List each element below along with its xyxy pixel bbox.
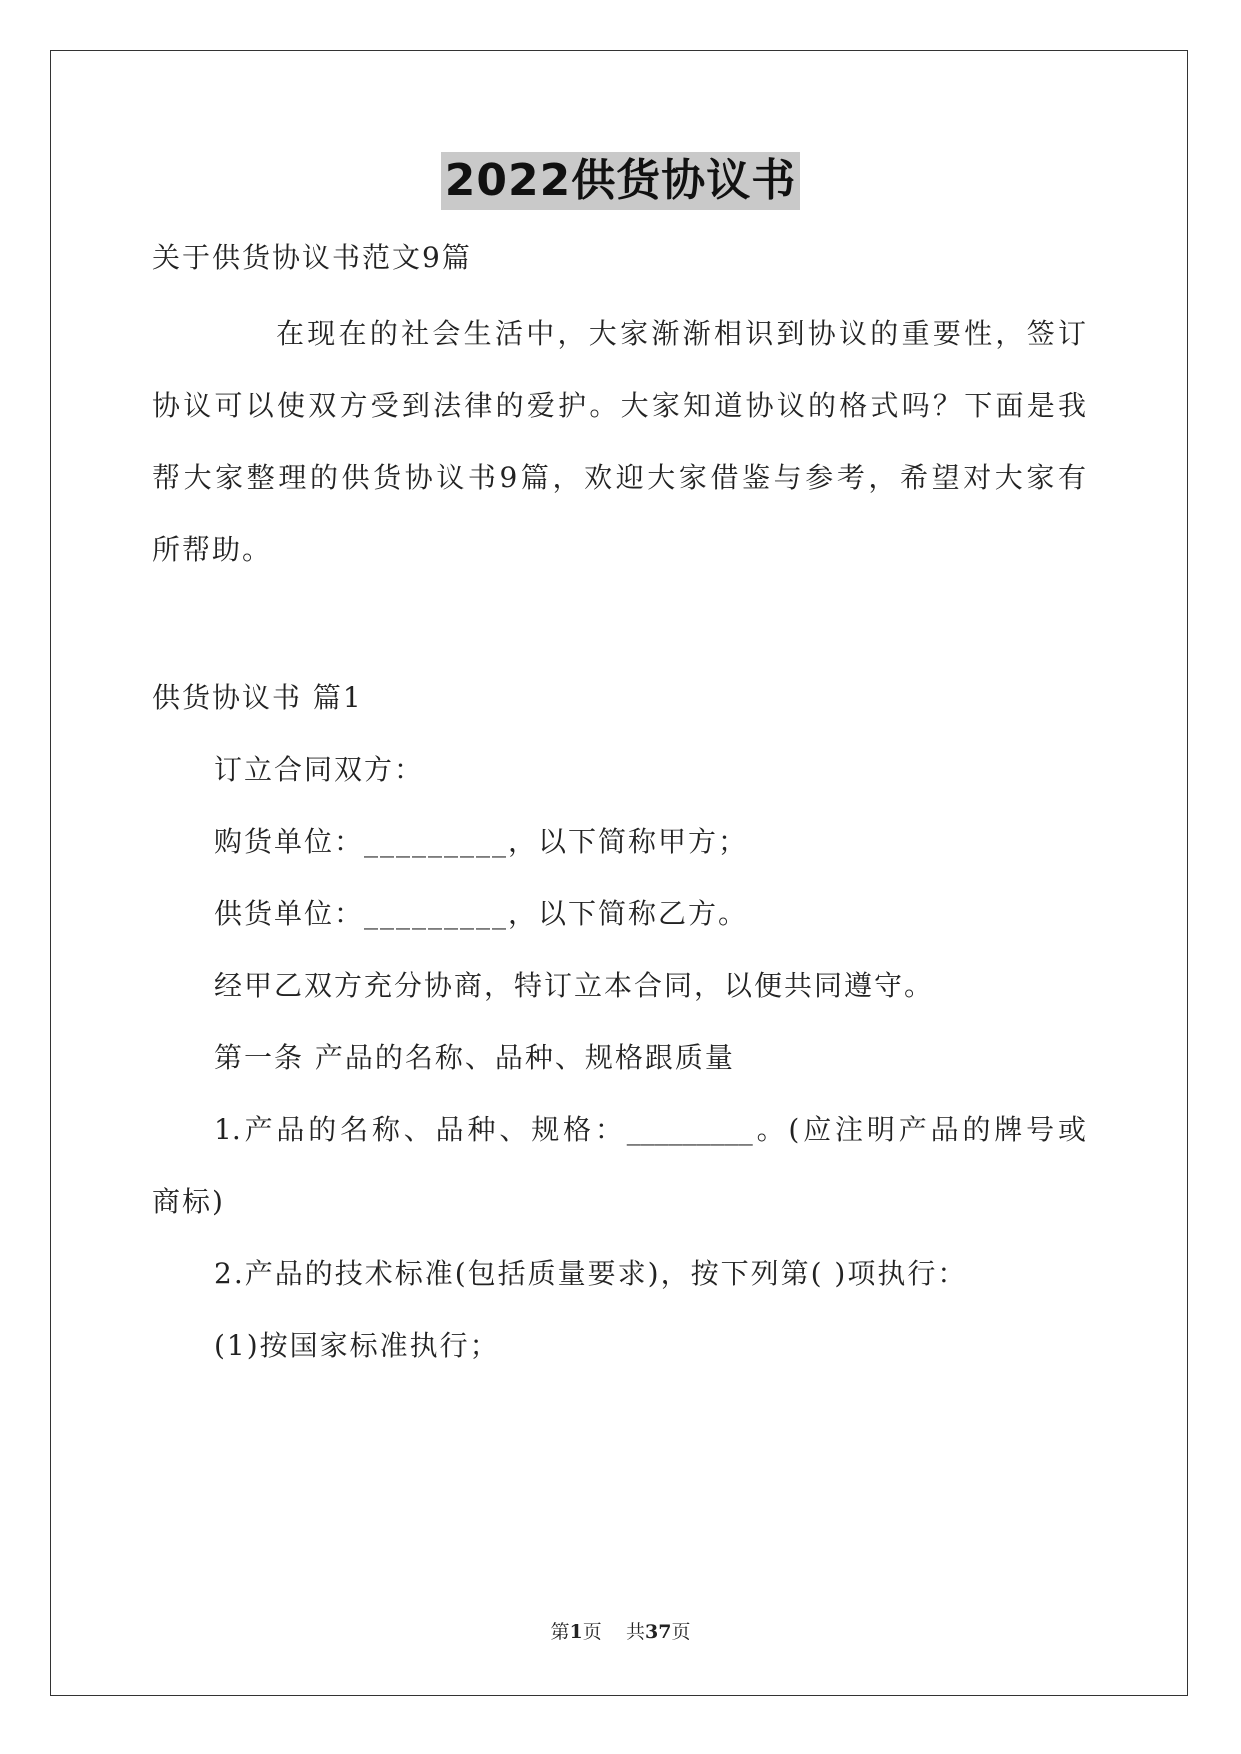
- footer-page-number: 1: [569, 1621, 583, 1643]
- page-border: [50, 50, 1188, 1696]
- section-heading: 供货协议书 篇1: [152, 681, 363, 714]
- body-line-9: (1)按国家标准执行；: [214, 1329, 500, 1362]
- title-container: [0, 152, 1241, 210]
- footer-page-suffix: 页: [582, 1621, 602, 1643]
- footer-total-pages: 37: [644, 1621, 672, 1643]
- document-subtitle: 关于供货协议书范文9篇: [152, 241, 472, 274]
- intro-line-2: 协议可以使双方受到法律的爱护。大家知道协议的格式吗？下面是我: [152, 389, 1086, 422]
- body-line-4: 经甲乙双方充分协商，特订立本合同，以便共同遵守。: [214, 969, 935, 1002]
- intro-line-3: 帮大家整理的供货协议书9篇，欢迎大家借鉴与参考，希望对大家有: [152, 461, 1086, 494]
- footer-total-suffix: 页: [671, 1621, 691, 1643]
- page-footer: [0, 1620, 1241, 1644]
- body-line-5: 第一条 产品的名称、品种、规格跟质量: [214, 1041, 735, 1074]
- body-line-6: 1.产品的名称、品种、规格：_________。(应注明产品的牌号或: [214, 1113, 1086, 1146]
- body-line-8: 2.产品的技术标准(包括质量要求)，按下列第( )项执行：: [214, 1257, 968, 1290]
- body-line-1: 订立合同双方：: [214, 753, 425, 786]
- body-line-3: 供货单位：_________，以下简称乙方。: [214, 897, 749, 930]
- footer-page-prefix: 第: [550, 1621, 570, 1643]
- document-title: 2022供货协议书: [441, 152, 800, 210]
- body-line-2: 购货单位：_________，以下简称甲方；: [214, 825, 749, 858]
- intro-line-1: 在现在的社会生活中，大家渐渐相识到协议的重要性，签订: [276, 317, 1086, 350]
- body-line-7: 商标): [152, 1185, 225, 1218]
- intro-line-4: 所帮助。: [152, 533, 273, 566]
- footer-total-prefix: 共: [625, 1621, 645, 1643]
